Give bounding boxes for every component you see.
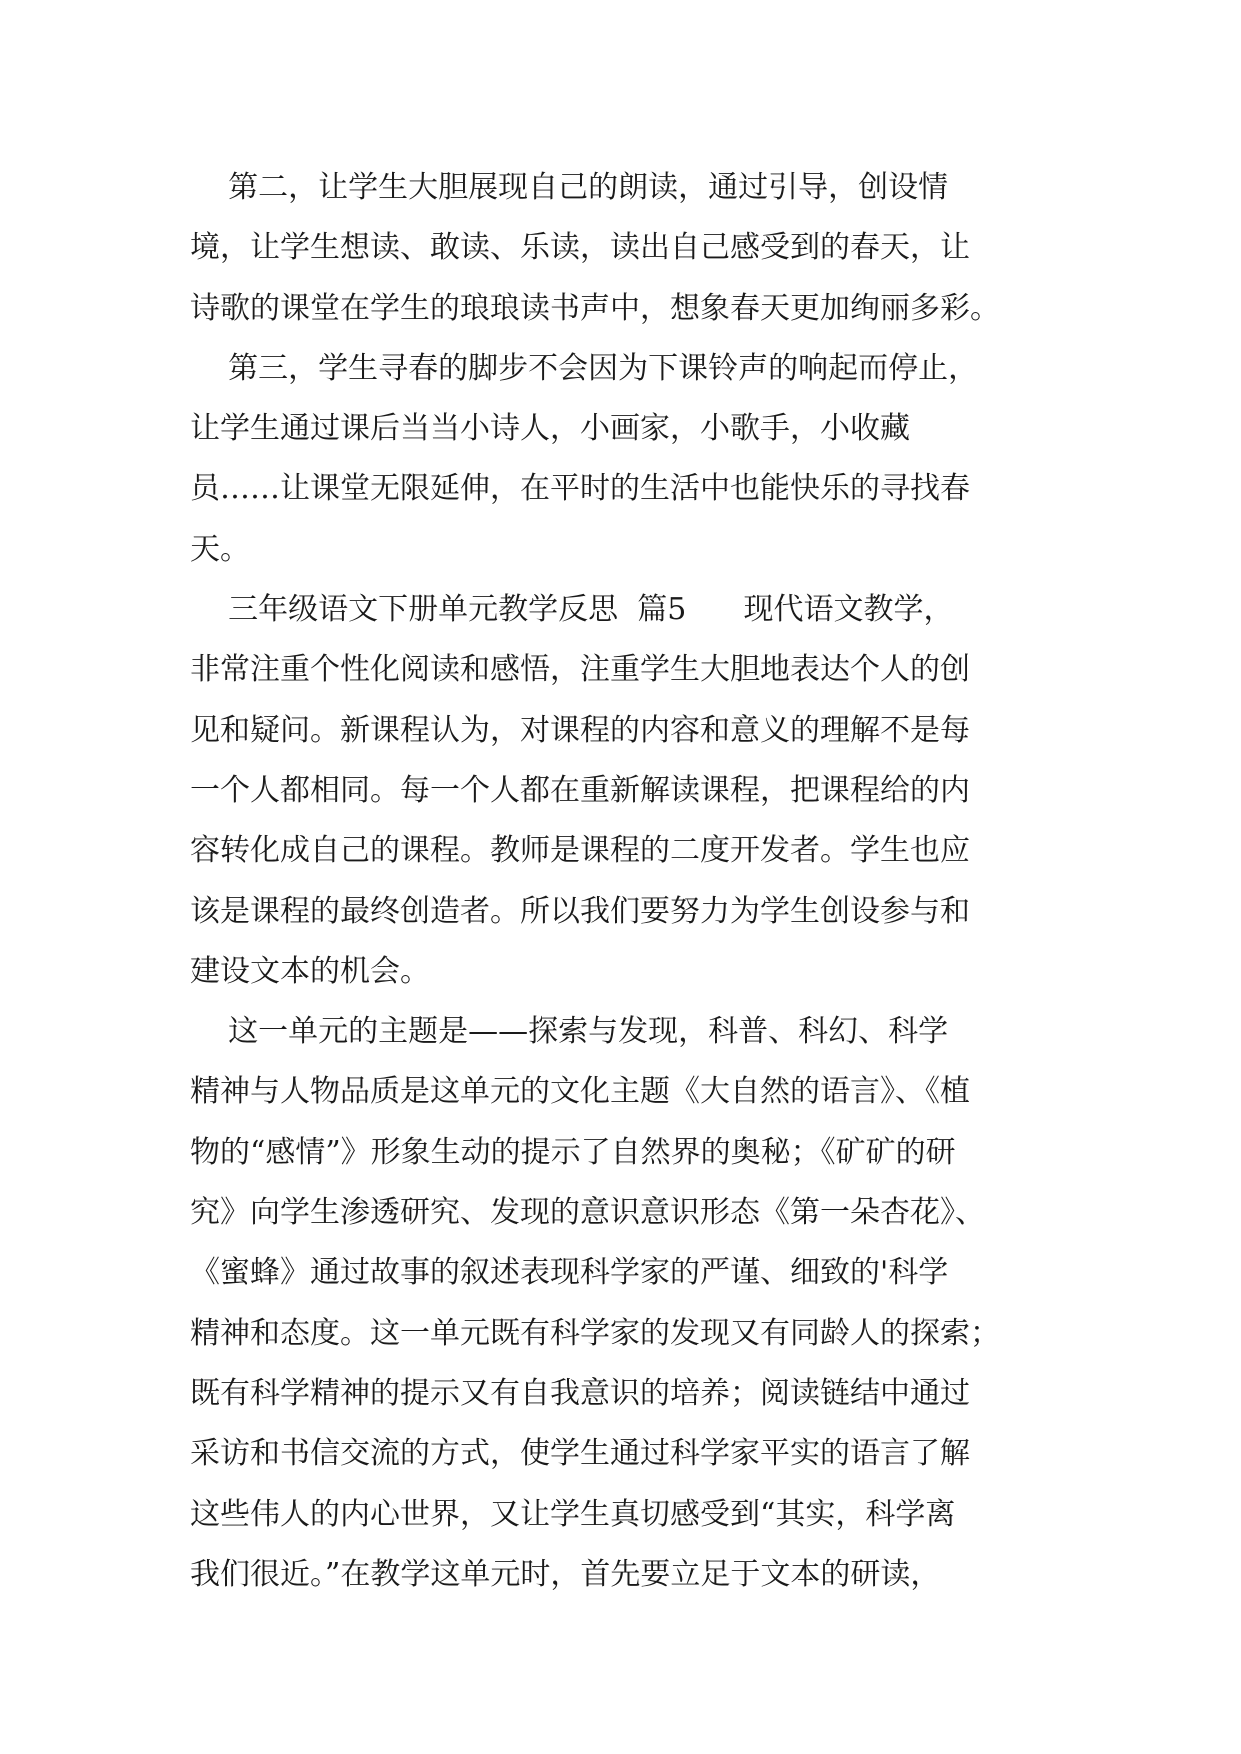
text-line: 采访和书信交流的方式，使学生通过科学家平实的语言了解 <box>190 1436 970 1472</box>
text-line: 这些伟人的内心世界，又让学生真切感受到“其实，科学离 <box>190 1496 956 1532</box>
text-line: 三年级语文下册单元教学反思 篇5 现代语文教学， <box>190 592 954 628</box>
text-line: 物的“感情”》形象生动的提示了自然界的奥秘；《矿矿的研 <box>190 1134 956 1170</box>
text-line: 第三，学生寻春的脚步不会因为下课铃声的响起而停止， <box>190 350 979 386</box>
text-line: 该是课程的最终创造者。所以我们要努力为学生创设参与和 <box>190 893 970 929</box>
text-line: 我们很近。”在教学这单元时，首先要立足于文本的研读， <box>190 1556 941 1592</box>
text-line: 精神与人物品质是这单元的文化主题《大自然的语言》、《植 <box>190 1074 970 1110</box>
text-line: 《蜜蜂》通过故事的叙述表现科学家的严谨、细致的'科学 <box>190 1255 949 1291</box>
text-line: 天。 <box>190 531 250 567</box>
text-line: 既有科学精神的提示又有自我意识的培养；阅读链结中通过 <box>190 1375 970 1411</box>
text-line: 精神和态度。这一单元既有科学家的发现又有同龄人的探索； <box>190 1315 1000 1351</box>
body-text <box>190 158 1060 1605</box>
text-line: 境，让学生想读、敢读、乐读，读出自己感受到的春天，让 <box>190 230 970 266</box>
text-line: 第二，让学生大胆展现自己的朗读，通过引导，创设情 <box>190 170 949 205</box>
text-line: 非常注重个性化阅读和感悟，注重学生大胆地表达个人的创 <box>190 652 970 688</box>
text-line: 这一单元的主题是——探索与发现，科普、科幻、科学 <box>190 1014 949 1050</box>
text-line: 究》向学生渗透研究、发现的意识意识形态《第一朵杏花》、 <box>190 1195 985 1231</box>
text-line: 让学生通过课后当当小诗人，小画家，小歌手，小收藏 <box>190 411 910 447</box>
text-line: 员……让课堂无限延伸，在平时的生活中也能快乐的寻找春 <box>190 471 970 507</box>
text-line: 诗歌的课堂在学生的琅琅读书声中，想象春天更加绚丽多彩。 <box>190 290 1000 326</box>
text-line: 见和疑问。新课程认为，对课程的内容和意义的理解不是每 <box>190 712 970 748</box>
text-line: 一个人都相同。每一个人都在重新解读课程，把课程给的内 <box>190 772 970 808</box>
text-line: 容转化成自己的课程。教师是课程的二度开发者。学生也应 <box>190 833 970 869</box>
text-line: 建设文本的机会。 <box>190 953 430 989</box>
